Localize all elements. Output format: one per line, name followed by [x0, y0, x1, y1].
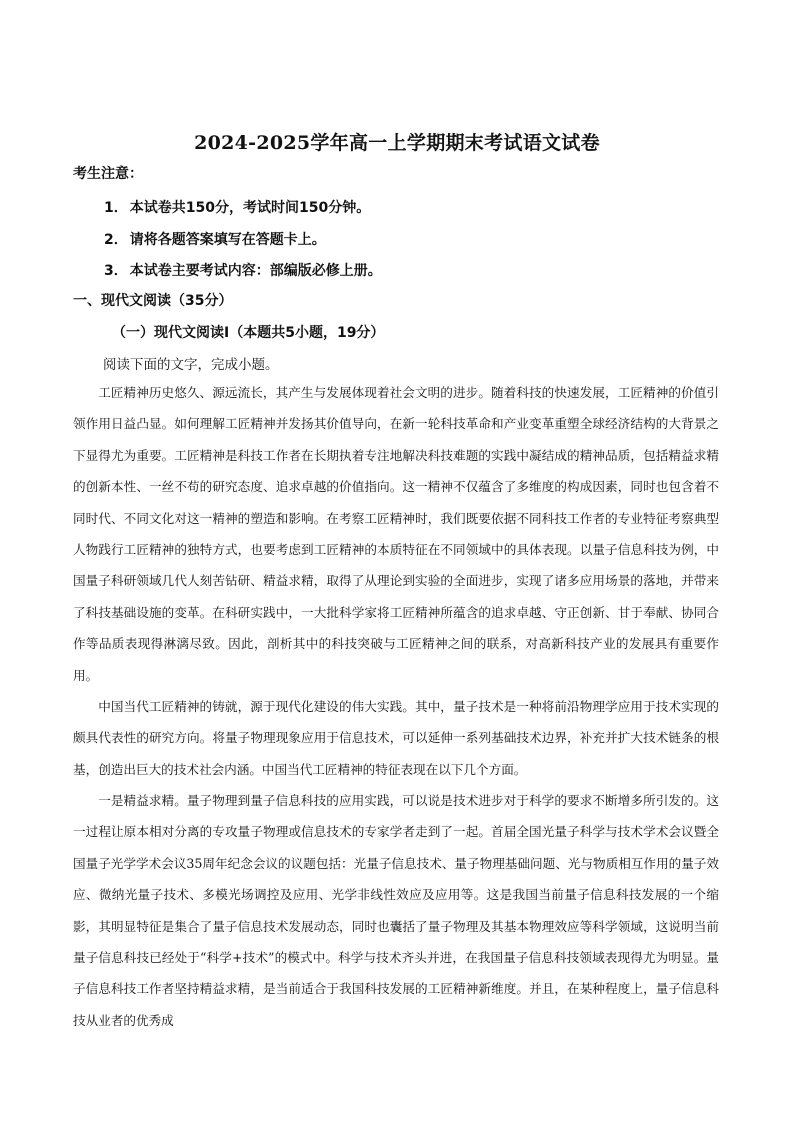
passage-paragraph: 工匠精神历史悠久、源远流长，其产生与发展体现着社会文明的进步。随着科技的快速发展，工匠精神的价值引领作用日益凸显。如何理解工匠精神并发扬其价值导向，在新一轮科技革命和产业变革重塑全球经济结构的大背景之下显得尤为重要。工匠精神是科技工作者在长期执着专注地解决科技难题的实践中凝结成的精神品质，包括精益求精的创新本性、一丝不苟的研究态度、追求卓越的价值指向。这一精神不仅蕴含了多维度的构成因素，同时也包含着不同时代、不同文化对这一精神的塑造和影响。在考察工匠精神时，我们既要依据不同科技工作者的专业特征考察典型人物践行工匠精神的独特方式，也要考虑到工匠精神的本质特征在不同领域中的具体表现。以量子信息科技为例，中国量子科研领域几代人刻苦钻研、精益求精，取得了从理论到实验的全面进步，实现了诸多应用场景的落地，并带来了科技基础设施的变革。在科研实践中，一大批科学家将工匠精神所蕴含的追求卓越、守正创新、甘于奉献、协同合作等品质表现得淋漓尽致。因此，剖析其中的科技突破与工匠精神之间的联系，对高新科技产业的发展具有重要作用。 — [73, 385, 719, 683]
notice-item-number: 3． — [104, 263, 128, 279]
notice-heading: 考生注意： — [73, 166, 143, 182]
notice-item — [104, 197, 370, 217]
notice-item-number: 2． — [104, 232, 128, 248]
notice-item-text: 本试卷共150分，考试时间150分钟。 — [129, 200, 371, 216]
notice-item-text: 本试卷主要考试内容：部编版必修上册。 — [129, 263, 382, 279]
passage-paragraph: 一是精益求精。量子物理到量子信息科技的应用实践，可以说是技术进步对于科学的要求不断增多所引发的。这一过程让原本相对分离的专攻量子物理或信息技术的专家学者走到了一起。首届全国光量子科学与技术学术会议暨全国量子光学学术会议35周年纪念会议的议题包括：光量子信息技术、量子物理基础问题、光与物质相互作用的量子效应、微纳光量子技术、多模光场调控及应用、光学非线性效应及应用等。这是我国当前量子信息科技发展的一个缩影，其明显特征是集合了量子信息技术发展动态，同时也囊括了量子物理及其基本物理效应等科学领域，这说明当前量子信息科技已经处于“科学+技术”的模式中。科学与技术齐头并进，在我国量子信息科技领域表现得尤为明显。量子信息科技工作者坚持精益求精，是当前适合于我国科技发展的工匠精神新维度。并且，在某种程度上，量子信息科技从业者的优秀成 — [73, 793, 719, 1028]
passage-paragraph: 中国当代工匠精神的铸就，源于现代化建设的伟大实践。其中，量子技术是一种将前沿物理学应用于技术实现的颇具代表性的研究方向。将量子物理现象应用于信息技术，可以延伸一系列基础技术边界，补充并扩大技术链条的根基，创造出巨大的技术社会内涵。中国当代工匠精神的特征表现在以下几个方面。 — [73, 699, 719, 777]
reading-instruction: 阅读下面的文字，完成小题。 — [103, 357, 279, 373]
notice-item — [104, 229, 326, 249]
notice-item-number: 1． — [104, 200, 128, 216]
notice-item-text: 请将各题答案填写在答题卡上。 — [129, 232, 326, 248]
exam-title: 2024-2025学年高一上学期期末考试语文试卷 — [194, 132, 600, 154]
sub-section-heading: （一）现代文阅读Ⅰ（本题共5小题，19分） — [112, 325, 385, 341]
section-heading: 一、现代文阅读（35分） — [73, 293, 233, 309]
notice-item — [104, 260, 382, 280]
